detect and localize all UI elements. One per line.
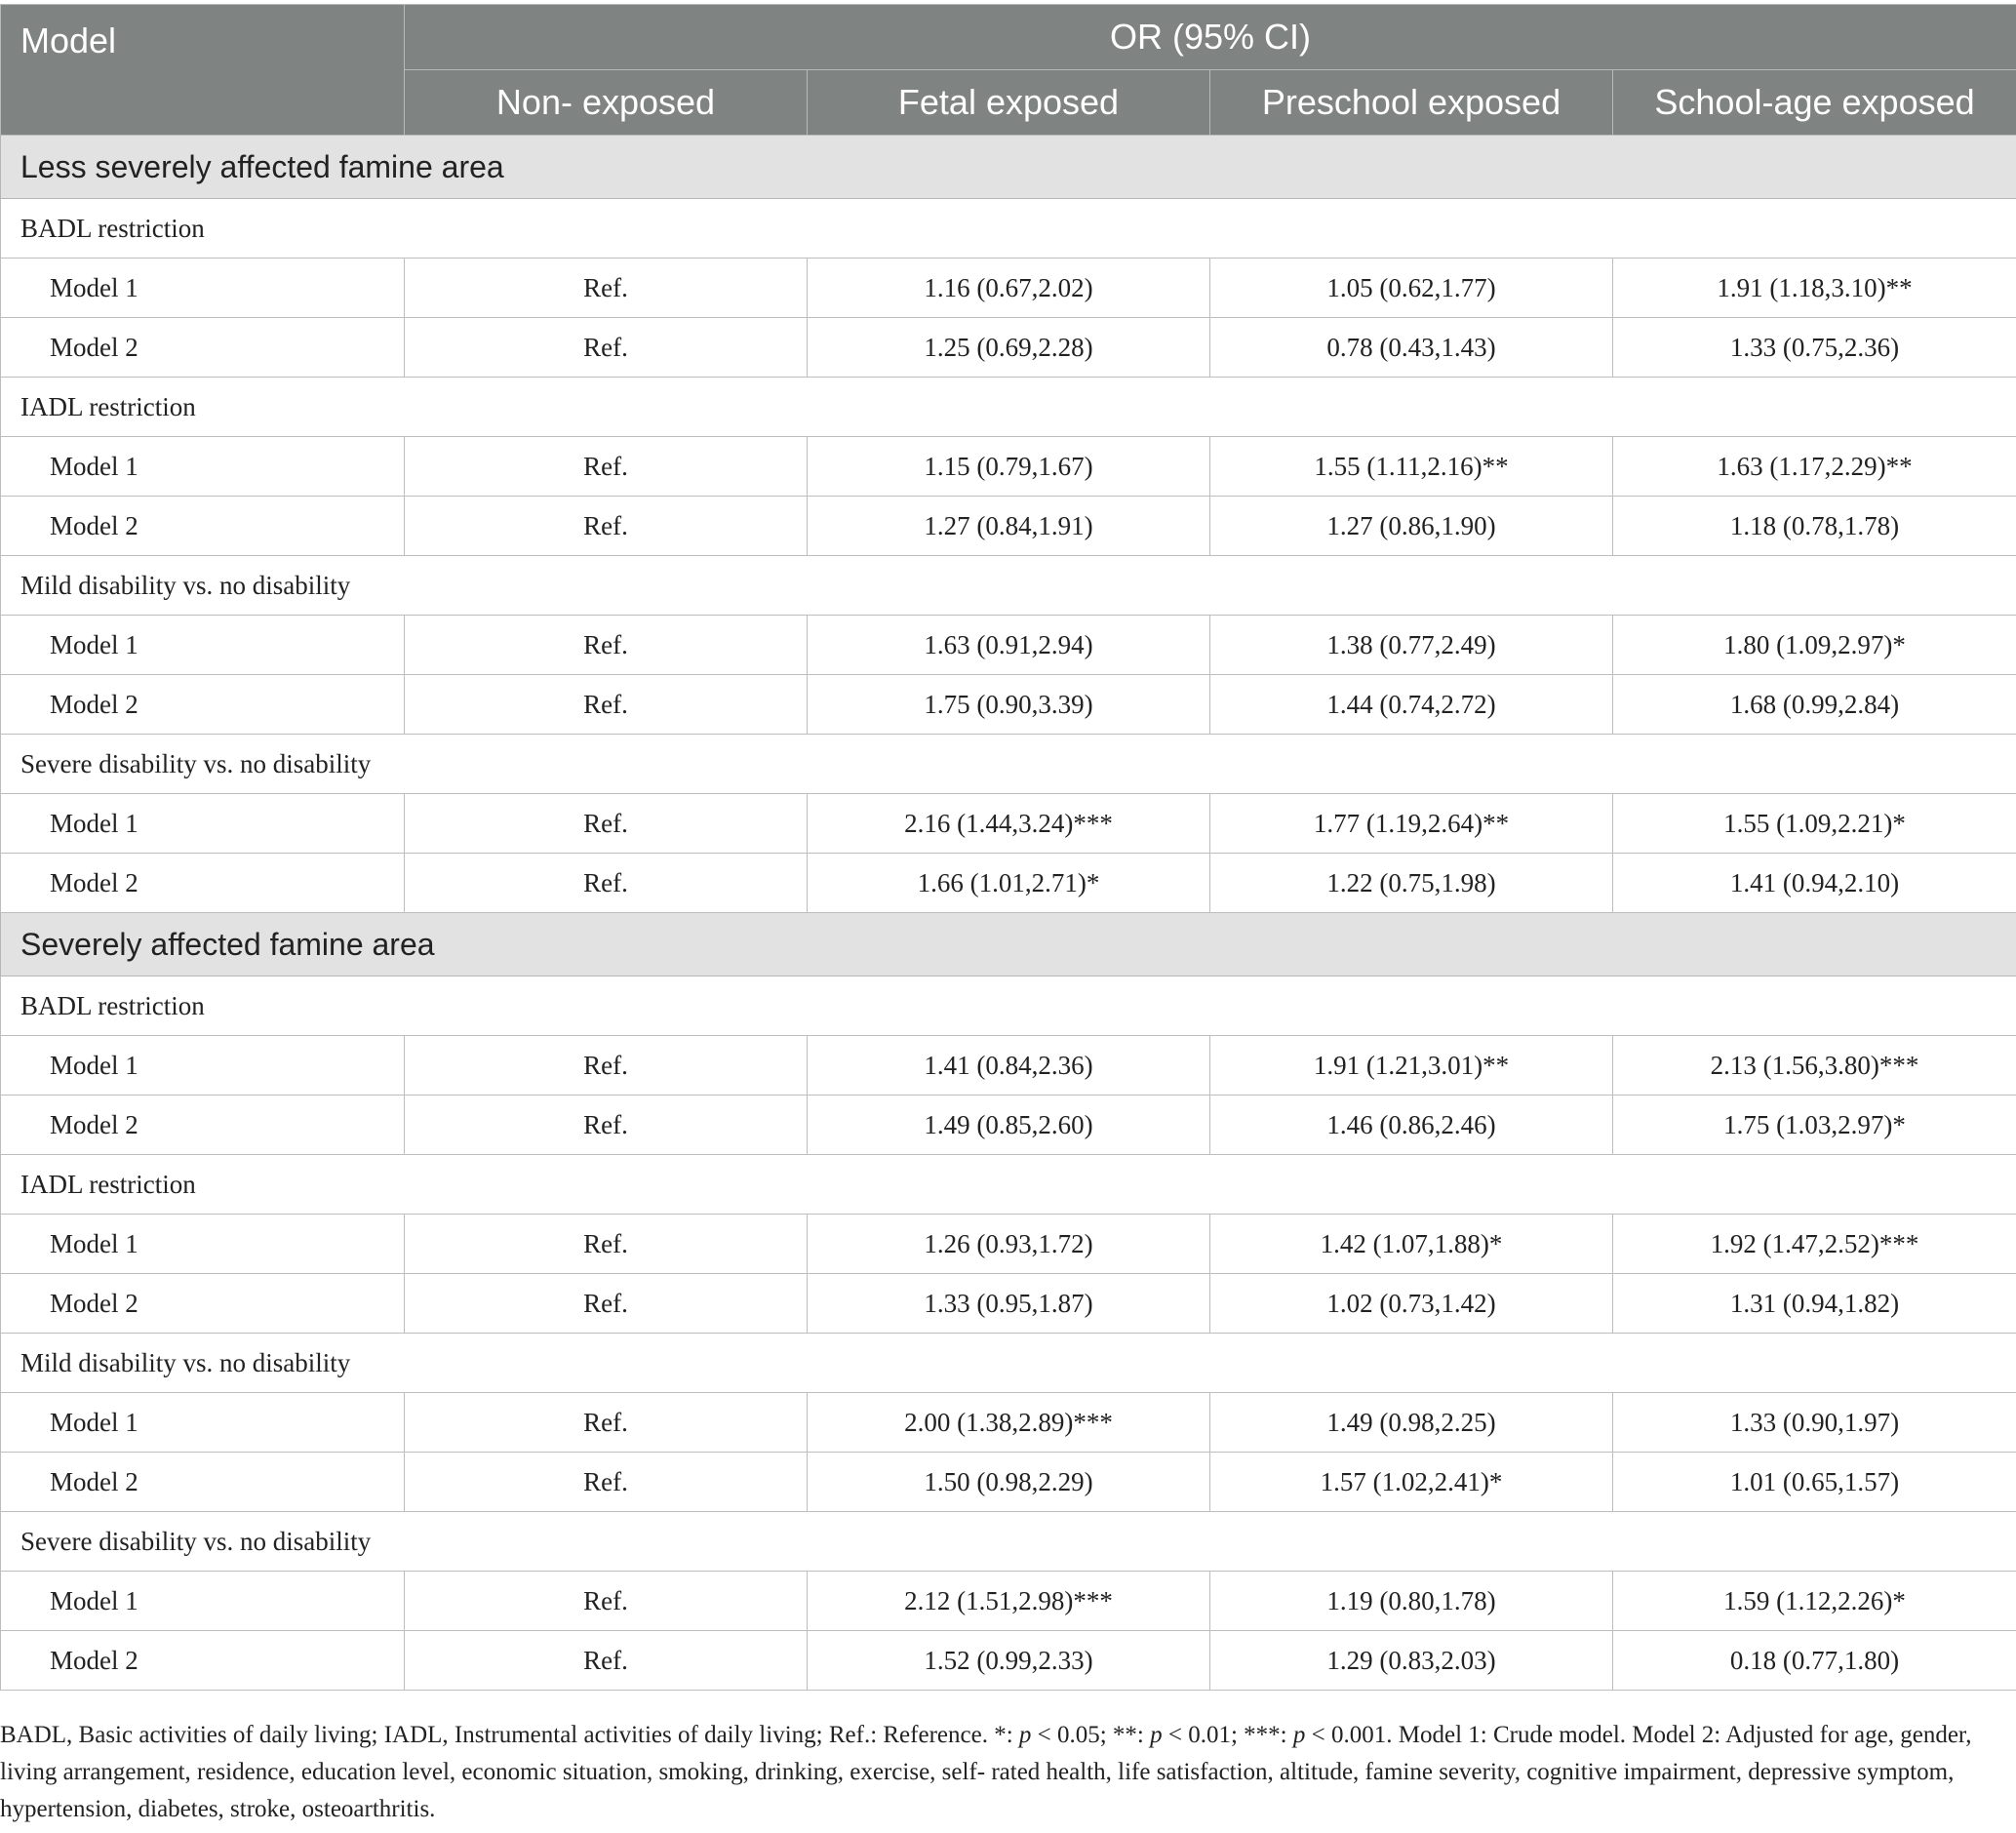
table-row xyxy=(1,1453,2016,1512)
or-value-cell: 1.49 (0.85,2.60) xyxy=(808,1096,1210,1155)
or-value-cell: Ref. xyxy=(405,794,808,854)
header-preschool-exposed: Preschool exposed xyxy=(1210,70,1613,136)
or-value-cell: 1.41 (0.84,2.36) xyxy=(808,1036,1210,1096)
or-value-cell: 1.80 (1.09,2.97)* xyxy=(1613,616,2016,675)
or-value-cell: 1.91 (1.21,3.01)** xyxy=(1210,1036,1613,1096)
or-value-cell: 2.12 (1.51,2.98)*** xyxy=(808,1572,1210,1631)
or-value-cell: Ref. xyxy=(405,675,808,735)
or-value-cell: 1.27 (0.84,1.91) xyxy=(808,497,1210,556)
outcome-label: IADL restriction xyxy=(1,1155,2016,1215)
or-value-cell: Ref. xyxy=(405,1036,808,1096)
model-label: Model 1 xyxy=(1,259,405,318)
or-value-cell: Ref. xyxy=(405,259,808,318)
or-value-cell: 1.66 (1.01,2.71)* xyxy=(808,854,1210,913)
footnote-p-symbol: p xyxy=(1150,1722,1163,1748)
or-value-cell: Ref. xyxy=(405,318,808,378)
model-label: Model 2 xyxy=(1,675,405,735)
or-value-cell: 1.31 (0.94,1.82) xyxy=(1613,1274,2016,1334)
or-value-cell: 0.18 (0.77,1.80) xyxy=(1613,1631,2016,1691)
section-row xyxy=(1,136,2016,199)
model-label: Model 2 xyxy=(1,854,405,913)
table-row xyxy=(1,259,2016,318)
outcome-row xyxy=(1,1334,2016,1393)
or-value-cell: 1.50 (0.98,2.29) xyxy=(808,1453,1210,1512)
or-value-cell: 1.05 (0.62,1.77) xyxy=(1210,259,1613,318)
header-non-exposed: Non- exposed xyxy=(405,70,808,136)
outcome-row xyxy=(1,199,2016,259)
or-value-cell: Ref. xyxy=(405,1393,808,1453)
outcome-row xyxy=(1,1155,2016,1215)
or-value-cell: 1.16 (0.67,2.02) xyxy=(808,259,1210,318)
or-value-cell: 1.33 (0.95,1.87) xyxy=(808,1274,1210,1334)
table-row xyxy=(1,1096,2016,1155)
or-value-cell: Ref. xyxy=(405,1215,808,1274)
or-value-cell: 1.29 (0.83,2.03) xyxy=(1210,1631,1613,1691)
header-fetal-exposed: Fetal exposed xyxy=(808,70,1210,136)
or-value-cell: 1.33 (0.90,1.97) xyxy=(1613,1393,2016,1453)
model-label: Model 1 xyxy=(1,1393,405,1453)
or-value-cell: Ref. xyxy=(405,1631,808,1691)
table-row xyxy=(1,1393,2016,1453)
or-value-cell: 1.41 (0.94,2.10) xyxy=(1613,854,2016,913)
or-value-cell: Ref. xyxy=(405,1096,808,1155)
model-label: Model 1 xyxy=(1,437,405,497)
or-value-cell: 1.42 (1.07,1.88)* xyxy=(1210,1215,1613,1274)
or-value-cell: 2.00 (1.38,2.89)*** xyxy=(808,1393,1210,1453)
or-value-cell: 1.15 (0.79,1.67) xyxy=(808,437,1210,497)
or-value-cell: 1.19 (0.80,1.78) xyxy=(1210,1572,1613,1631)
or-value-cell: Ref. xyxy=(405,854,808,913)
or-value-cell: 1.75 (1.03,2.97)* xyxy=(1613,1096,2016,1155)
header-model: Model xyxy=(1,5,405,136)
outcome-row xyxy=(1,976,2016,1036)
outcome-row xyxy=(1,378,2016,437)
or-value-cell: 1.55 (1.09,2.21)* xyxy=(1613,794,2016,854)
or-value-cell: 1.44 (0.74,2.72) xyxy=(1210,675,1613,735)
model-label: Model 2 xyxy=(1,1096,405,1155)
or-value-cell: 1.46 (0.86,2.46) xyxy=(1210,1096,1613,1155)
or-value-cell: 1.63 (1.17,2.29)** xyxy=(1613,437,2016,497)
model-label: Model 2 xyxy=(1,497,405,556)
footnote-text: BADL, Basic activities of daily living; IADL, Instrumental activities of daily living; Ref.: Reference. *: xyxy=(0,1722,1019,1748)
or-value-cell: 1.18 (0.78,1.78) xyxy=(1613,497,2016,556)
results-table-container xyxy=(0,4,2016,1691)
or-value-cell: 1.49 (0.98,2.25) xyxy=(1210,1393,1613,1453)
or-value-cell: 1.25 (0.69,2.28) xyxy=(808,318,1210,378)
table-row xyxy=(1,497,2016,556)
or-value-cell: 1.26 (0.93,1.72) xyxy=(808,1215,1210,1274)
table-footnote xyxy=(0,1717,1999,1828)
model-label: Model 2 xyxy=(1,1631,405,1691)
section-row xyxy=(1,913,2016,976)
or-value-cell: Ref. xyxy=(405,1572,808,1631)
table-row xyxy=(1,437,2016,497)
or-value-cell: Ref. xyxy=(405,437,808,497)
or-value-cell: 1.75 (0.90,3.39) xyxy=(808,675,1210,735)
footnote-p-symbol: p xyxy=(1292,1722,1306,1748)
or-value-cell: 1.55 (1.11,2.16)** xyxy=(1210,437,1613,497)
table-row xyxy=(1,854,2016,913)
or-value-cell: 1.52 (0.99,2.33) xyxy=(808,1631,1210,1691)
footnote-p-symbol: p xyxy=(1018,1722,1032,1748)
or-value-cell: 1.01 (0.65,1.57) xyxy=(1613,1453,2016,1512)
outcome-label: Severe disability vs. no disability xyxy=(1,1512,2016,1572)
footnote-text: < 0.01; ***: xyxy=(1162,1722,1293,1748)
or-value-cell: 1.22 (0.75,1.98) xyxy=(1210,854,1613,913)
or-value-cell: 1.63 (0.91,2.94) xyxy=(808,616,1210,675)
or-value-cell: Ref. xyxy=(405,616,808,675)
or-value-cell: Ref. xyxy=(405,1274,808,1334)
model-label: Model 1 xyxy=(1,794,405,854)
section-title: Severely affected famine area xyxy=(1,913,2016,976)
model-label: Model 1 xyxy=(1,1215,405,1274)
model-label: Model 2 xyxy=(1,1274,405,1334)
or-value-cell: 1.33 (0.75,2.36) xyxy=(1613,318,2016,378)
outcome-label: BADL restriction xyxy=(1,976,2016,1036)
or-value-cell: 1.92 (1.47,2.52)*** xyxy=(1613,1215,2016,1274)
outcome-label: Mild disability vs. no disability xyxy=(1,556,2016,616)
outcome-label: Severe disability vs. no disability xyxy=(1,735,2016,794)
footnote-text: < 0.05; **: xyxy=(1031,1722,1151,1748)
table-row xyxy=(1,318,2016,378)
model-label: Model 2 xyxy=(1,1453,405,1512)
table-body xyxy=(1,136,2016,1691)
section-title: Less severely affected famine area xyxy=(1,136,2016,199)
or-value-cell: 1.59 (1.12,2.26)* xyxy=(1613,1572,2016,1631)
model-label: Model 1 xyxy=(1,1572,405,1631)
table-row xyxy=(1,794,2016,854)
or-value-cell: 1.77 (1.19,2.64)** xyxy=(1210,794,1613,854)
outcome-label: IADL restriction xyxy=(1,378,2016,437)
or-value-cell: 1.27 (0.86,1.90) xyxy=(1210,497,1613,556)
or-value-cell: 0.78 (0.43,1.43) xyxy=(1210,318,1613,378)
or-value-cell: 2.16 (1.44,3.24)*** xyxy=(808,794,1210,854)
table-row xyxy=(1,1215,2016,1274)
outcome-label: BADL restriction xyxy=(1,199,2016,259)
or-value-cell: 2.13 (1.56,3.80)*** xyxy=(1613,1036,2016,1096)
table-row xyxy=(1,675,2016,735)
header-or-ci: OR (95% CI) xyxy=(405,5,2016,70)
table-row xyxy=(1,1036,2016,1096)
or-value-cell: Ref. xyxy=(405,1453,808,1512)
model-label: Model 1 xyxy=(1,1036,405,1096)
table-row xyxy=(1,616,2016,675)
model-label: Model 1 xyxy=(1,616,405,675)
or-value-cell: Ref. xyxy=(405,497,808,556)
or-value-cell: 1.91 (1.18,3.10)** xyxy=(1613,259,2016,318)
model-label: Model 2 xyxy=(1,318,405,378)
or-value-cell: 1.02 (0.73,1.42) xyxy=(1210,1274,1613,1334)
outcome-row xyxy=(1,735,2016,794)
outcome-row xyxy=(1,1512,2016,1572)
or-value-cell: 1.38 (0.77,2.49) xyxy=(1210,616,1613,675)
header-school-age-exposed: School-age exposed xyxy=(1613,70,2016,136)
outcome-label: Mild disability vs. no disability xyxy=(1,1334,2016,1393)
or-value-cell: 1.57 (1.02,2.41)* xyxy=(1210,1453,1613,1512)
or-value-cell: 1.68 (0.99,2.84) xyxy=(1613,675,2016,735)
outcome-row xyxy=(1,556,2016,616)
table-row xyxy=(1,1274,2016,1334)
table-row xyxy=(1,1631,2016,1691)
footnote-text: < 0.001. Model 1: Crude model. Model 2: Adjusted for age, gender, living arrangement, residence, education level, economic situation, smoking, drinking, exercise, self- rated health, life satisfaction, altitude, famine severity, cognitive impairment, depressive symptom, hypertension, diabetes, stroke, osteoarthritis. xyxy=(0,1722,1972,1822)
odds-ratio-table xyxy=(0,4,2016,1691)
table-row xyxy=(1,1572,2016,1631)
